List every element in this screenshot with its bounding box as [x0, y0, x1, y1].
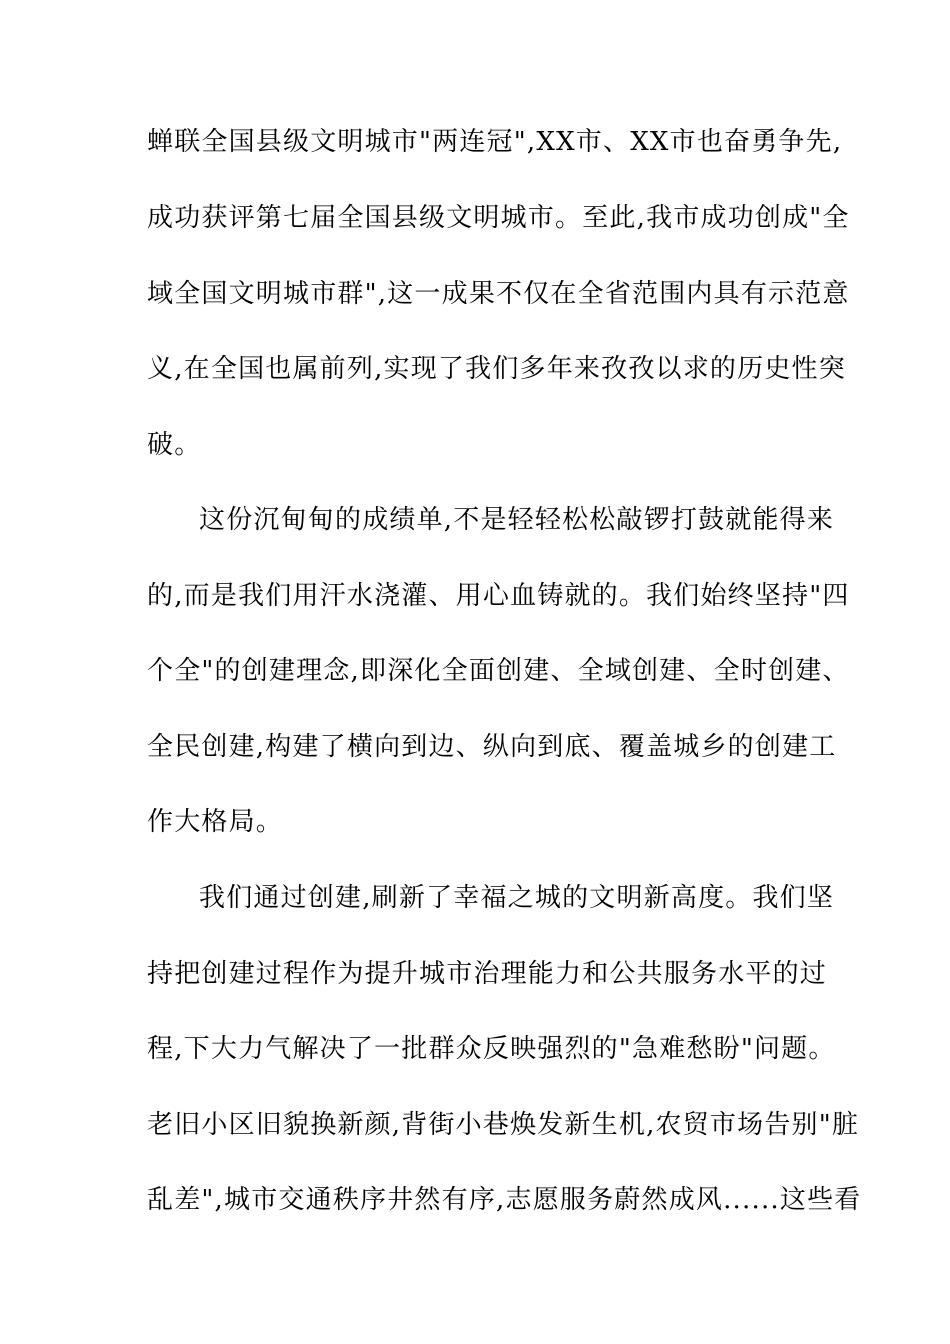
text-line: 作大格局。 [147, 807, 284, 837]
text-line: 破。 [147, 430, 202, 460]
text-line: 域全国文明城市群",这一成果不仅在全省范围内具有示范意 [147, 279, 850, 309]
text-line: 程,下大力气解决了一批群众反映强烈的"急难愁盼"问题。 [147, 1034, 836, 1064]
text-line: 老旧小区旧貌换新颜,背街小巷焕发新生机,农贸市场告别"脏 [147, 1110, 860, 1140]
text-line: 个全"的创建理念,即深化全面创建、全域创建、全时创建、 [147, 656, 850, 686]
text-line: 全民创建,构建了横向到边、纵向到底、覆盖城乡的创建工 [147, 732, 837, 762]
text-line: 持把创建过程作为提升城市治理能力和公共服务水平的过 [147, 959, 828, 989]
text-line: 蝉联全国县级文明城市"两连冠",XX市、XX市也奋勇争先, [147, 127, 843, 157]
text-line: 的,而是我们用汗水浇灌、用心血铸就的。我们始终坚持"四 [147, 581, 850, 611]
text-line: 乱差",城市交通秩序井然有序,志愿服务蔚然成风......这些看 [147, 1185, 862, 1215]
text-line: 这份沉甸甸的成绩单,不是轻轻松松敲锣打鼓就能得来 [199, 505, 835, 535]
text-line: 义,在全国也属前列,实现了我们多年来孜孜以求的历史性突 [147, 354, 846, 384]
text-line: 我们通过创建,刷新了幸福之城的文明新高度。我们坚 [199, 883, 835, 913]
text-line: 成功获评第七届全国县级文明城市。至此,我市成功创成"全 [147, 203, 850, 233]
